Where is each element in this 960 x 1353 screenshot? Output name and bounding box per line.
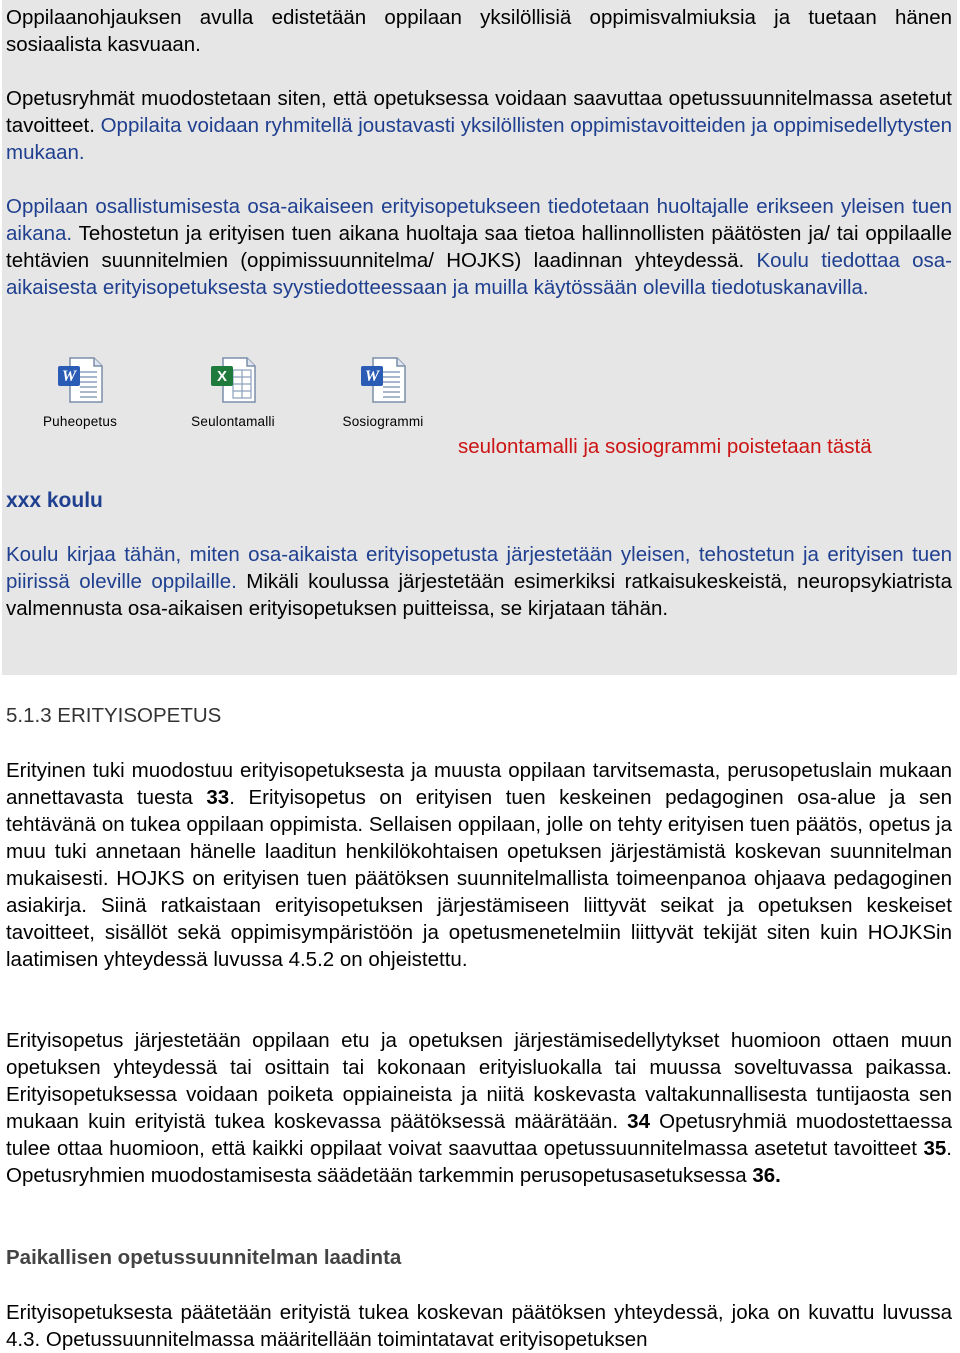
paragraph-arrangement [6, 1027, 952, 1189]
text-blue: Oppilaan osallistumisesta osa-aikaiseen erityisopetukseen tiedotetaan huoltajalle erikseen yleisen tuen aikana. [6, 195, 952, 245]
paragraph-local-curriculum [6, 1299, 952, 1353]
text: Opetusryhmät muodostetaan siten, että opetuksessa voidaan saavuttaa opetussuunnitelmassa asetetut tavoitteet. [6, 87, 952, 137]
svg-text:X: X [216, 368, 228, 385]
footnote-ref: 33 [192, 786, 230, 809]
text: Oppilaanohjauksen avulla edistetään oppilaan yksilöllisiä oppimisvalmiuksia ja tuetaan hänen sosiaalista kasvuaan. [6, 6, 952, 56]
footnote-ref: 36. [746, 1164, 781, 1187]
file-puheopetus[interactable] [25, 356, 135, 430]
paragraph-participation [6, 193, 952, 301]
text: Erityisopetuksesta päätetään erityistä tukea koskevan päätöksen yhteydessä, joka on kuvattu luvussa 4.3. Opetussuunnitelmassa määritellään toimintatavat erityisopetuksen [6, 1301, 952, 1351]
excel-document-icon [209, 356, 257, 404]
file-label: Seulontamalli [191, 414, 275, 429]
text: Tehostetun ja erityisen tuen aikana huoltaja saa tietoa hallinnollisten päätösten ja/ tai oppilaalle tehtävien suunnitelmien (oppimissuunnitelma/ HOJKS) laadinnan yhteydessä. [6, 222, 952, 272]
file-sosiogrammi[interactable] [328, 356, 438, 430]
footnote-ref: 34 [618, 1110, 650, 1133]
file-seulontamalli[interactable] [178, 356, 288, 430]
text-blue: Koulu kirjaa tähän, miten osa-aikaista erityisopetusta järjestetään yleisen, tehostetun ja erityisen tuen piirissä oleville oppilaille. [6, 543, 952, 593]
text-blue: Oppilaita voidaan ryhmitellä joustavasti yksilöllisten oppimistavoitteiden ja oppimisedellytysten mukaan. [6, 114, 952, 164]
paragraph-groups [6, 85, 952, 166]
text: Erityinen tuki muodostuu erityisopetuksesta ja muusta oppilaan tarvitsemasta, perusopetuslain mukaan annettavasta tuesta [6, 759, 952, 809]
text-blue: Koulu tiedottaa osa-aikaisesta erityisopetuksesta syystiedotteessaan ja muilla käytössään olevilla tiedotuskanavilla. [6, 249, 953, 299]
file-label: Puheopetus [42, 414, 118, 429]
text: . Opetusryhmien muodostamisesta säädetään tarkemmin perusopetusasetuksessa [6, 1137, 952, 1187]
svg-text:W: W [61, 368, 77, 385]
footnote-ref: 35 [916, 1137, 947, 1160]
paragraph-school-instructions [6, 541, 952, 622]
file-label: Sosiogrammi [342, 414, 424, 429]
text: Opetusryhmiä muodostettaessa tulee ottaa huomioon, että kaikki oppilaat voivat saavuttaa opetussuunnitelmassa asetetut tavoitteet [6, 1110, 952, 1160]
embedded-files [0, 356, 960, 436]
subheading: Paikallisen opetussuunnitelman laadinta [6, 1246, 402, 1269]
school-name: xxx koulu [6, 489, 103, 512]
paragraph-special-support [6, 757, 952, 973]
word-document-icon [359, 356, 407, 404]
word-document-icon [56, 356, 104, 404]
text: Erityisopetus järjestetään oppilaan etu ja opetuksen järjestämisedellytykset huomioon ottaen muun opetuksen yhteydessä tai osittain tai kokonaan erityisluokalla tai muussa soveltuvassa paikassa. Erityisopetuksessa voidaan poiketa oppiaineista ja niitä koskevasta valtakunnallisesta tuntijaosta sen mukaan kuin erityistä tukea koskevassa päätöksessä määrätään. [6, 1029, 952, 1133]
text: Mikäli koulussa järjestetään esimerkiksi ratkaisukeskeistä, neuropsykiatrista valmennusta osa-aikaisen erityisopetuksen puitteissa, se kirjataan tähän. [6, 570, 953, 620]
removal-note: seulontamalli ja sosiogrammi poistetaan tästä [458, 435, 872, 458]
text: . Erityisopetus on erityisen tuen keskeinen pedagoginen osa-alue ja sen tehtävänä on tukea oppilaan oppimista. Sellaisen oppilaan, jolle on tehty erityisen tuen päätös, opetus ja muu tuki annetaan hänelle laaditun henkilökohtaisen opetuksen järjestämistä koskevan suunnitelman mukaisesti. HOJKS on erityisen tuen päätöksen suunnitelmallista toimeenpanoa ohjaava pedagoginen asiakirja. Siinä ratkaistaan erityisopetuksen järjestämiseen liittyvät seikat ja opetuksen keskeiset tavoitteet, sisällöt sekä oppimisympäristöön ja opetusmenetelmiin liittyvät tekijät siten kuin HOJKSin laatimisen yhteydessä luvussa 4.5.2 on ohjeistettu. [6, 786, 953, 971]
paragraph-guidance [6, 4, 952, 58]
svg-text:W: W [364, 368, 380, 385]
section-heading: 5.1.3 ERITYISOPETUS [6, 704, 222, 727]
